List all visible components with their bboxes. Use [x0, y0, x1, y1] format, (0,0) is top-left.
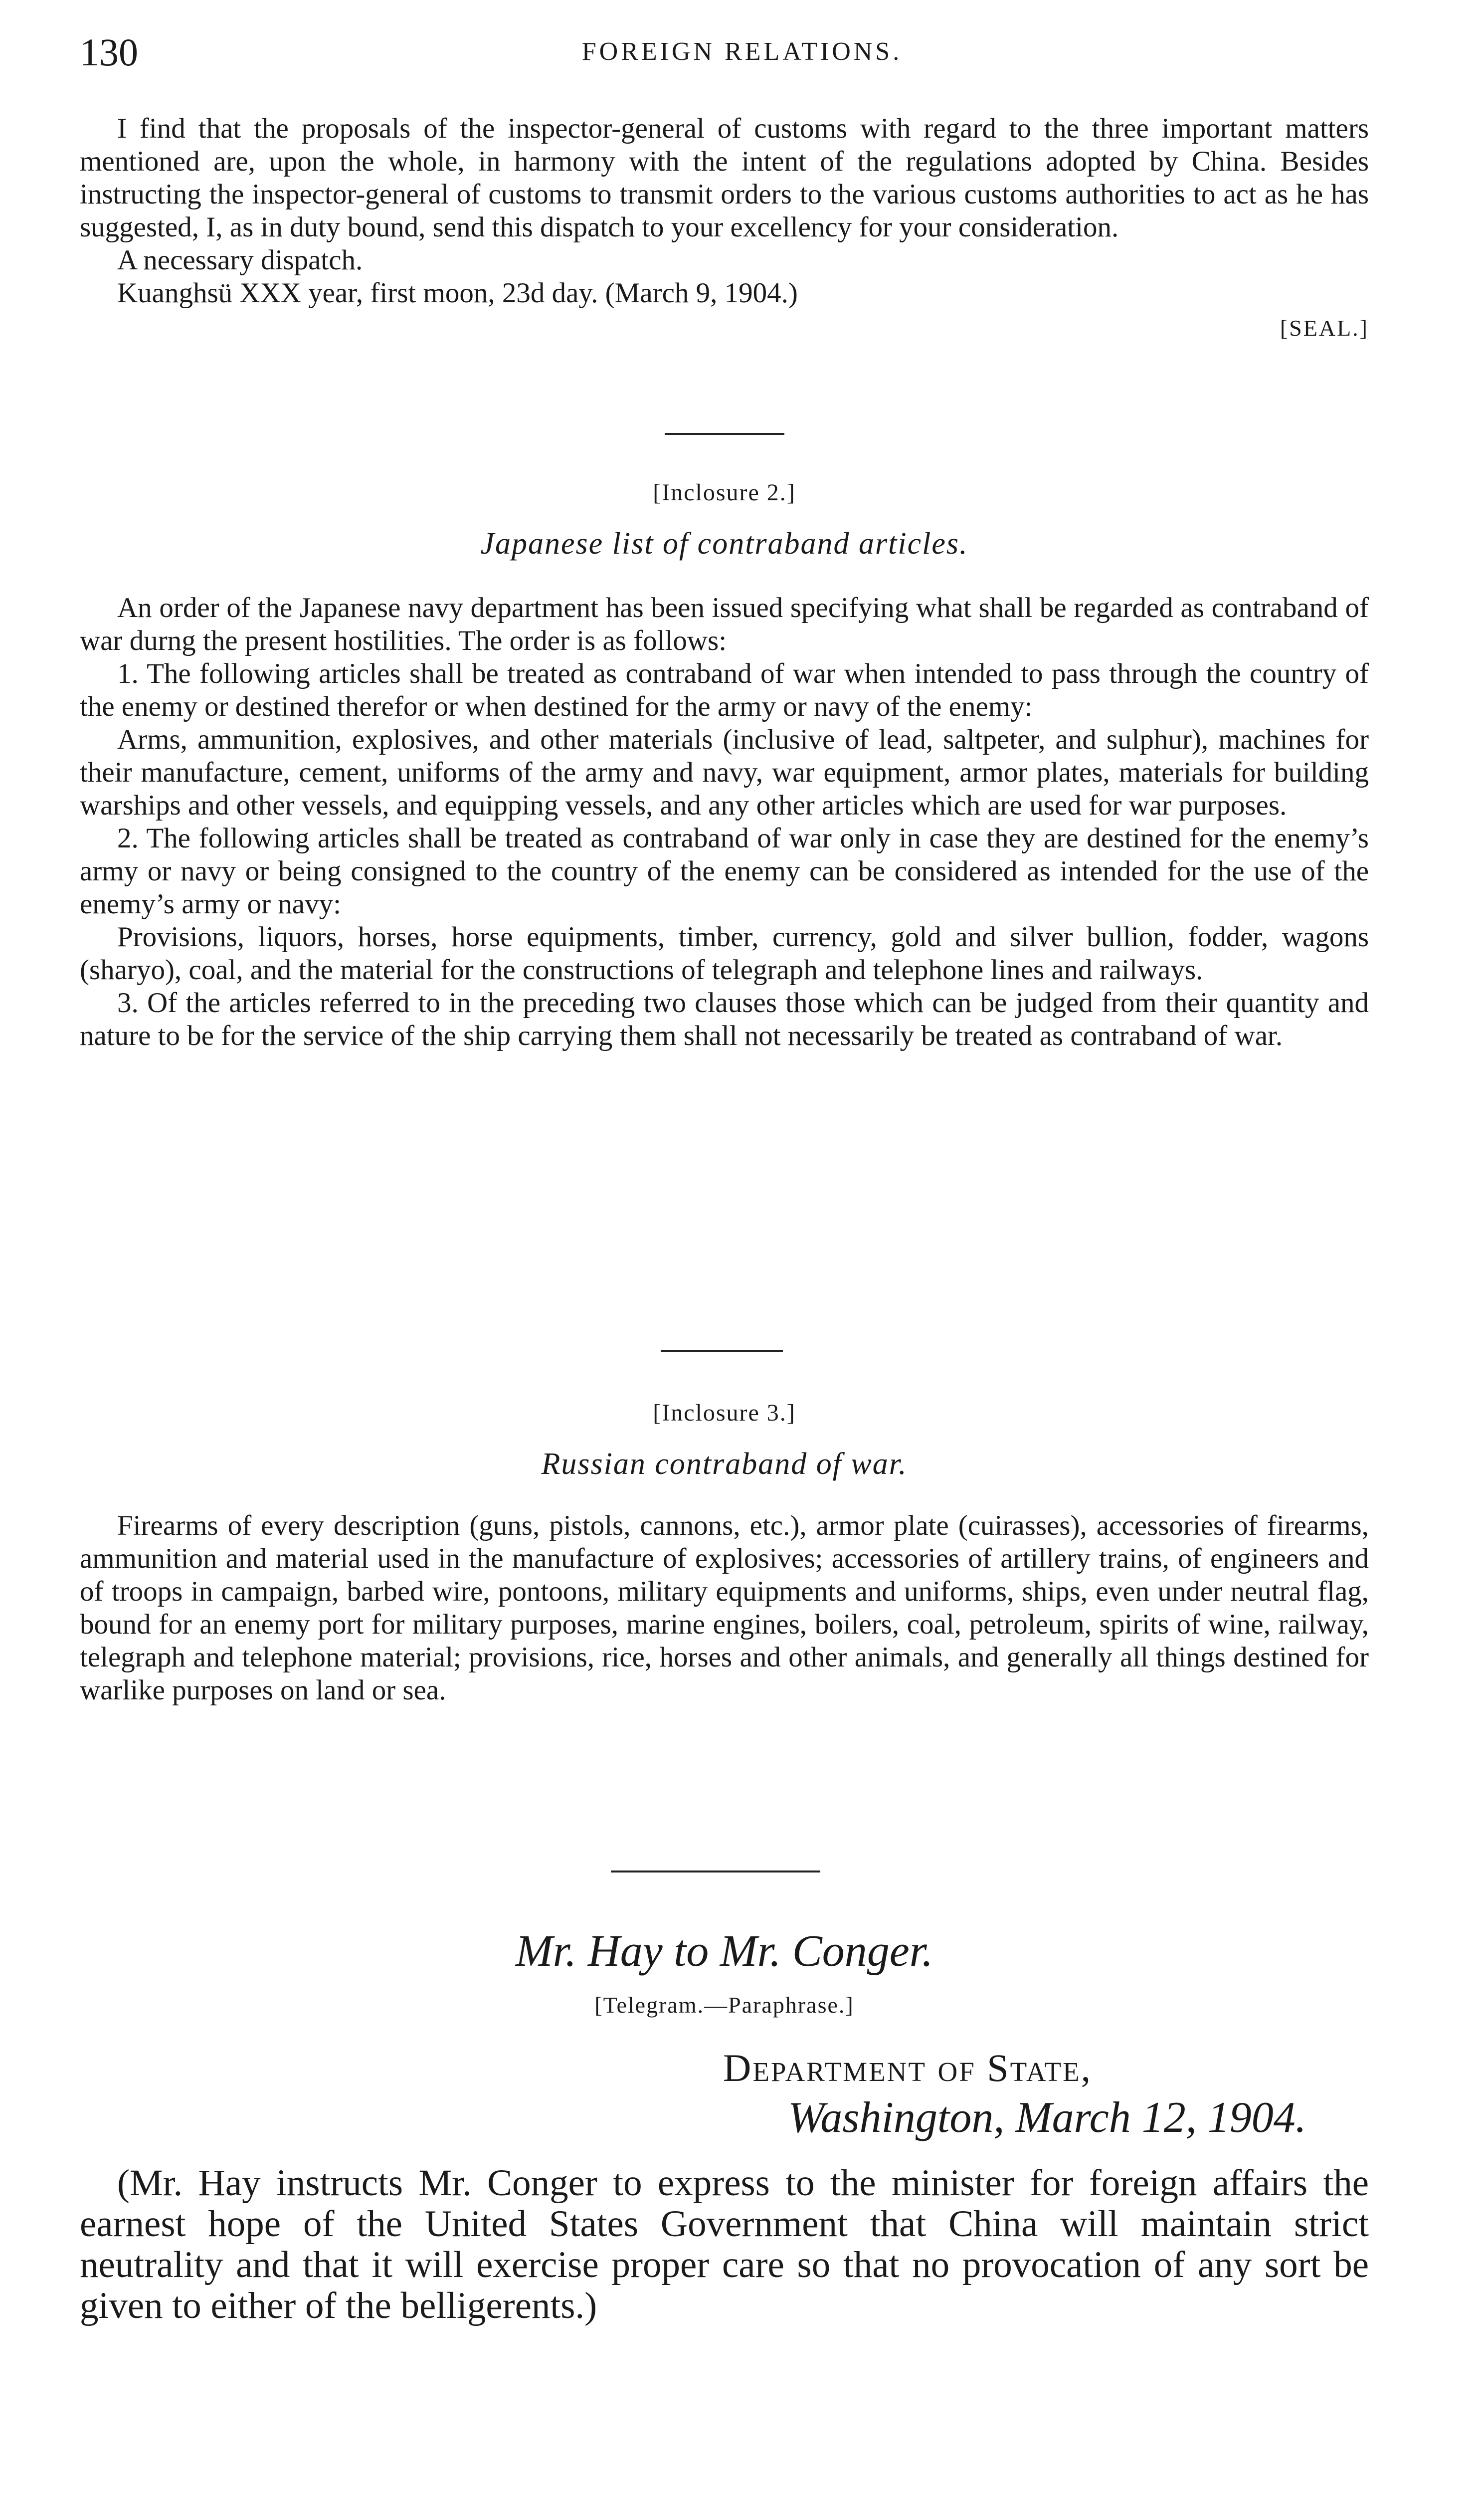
section-divider [611, 1870, 820, 1872]
inclosure-2-item-1: 1. The following articles shall be treated as contraband of war when intended to pass through the country of the enemy or destined therefor or when destined for the army or navy of the enemy: [80, 658, 1369, 722]
seal-mark: [SEAL.] [1280, 315, 1369, 341]
inclosure-2-item-2-list: Provisions, liquors, horses, horse equipments, timber, currency, gold and silver bullion, fodder, wagons (sharyo), coal, and the material for the constructions of telegraph and telephone lines and railways. [80, 921, 1369, 986]
telegram-paragraph: (Mr. Hay instructs Mr. Conger to express to the minister for foreign affairs the earnest hope of the United States Government that China will maintain strict neutrality and that it will exercise proper care so that no provocation of any sort be given to either of the belligerents.) [80, 2162, 1369, 2326]
inclosure-2-item-2: 2. The following articles shall be treated as contraband of war only in case they are destined for the enemy’s army or navy or being consigned to the country of the enemy can be considered as intended for the use of the enemy’s army or navy: [80, 823, 1369, 920]
inclosure-2-item-1-list: Arms, ammunition, explosives, and other materials (inclusive of lead, saltpeter, and sulphur), machines for their manufacture, cement, uniforms of the army and navy, war equipment, armor plates, materials for building warships and other vessels, and equipping vessels, and any other articles which are used for war purposes. [80, 724, 1369, 821]
inclosure-3-paragraph: Firearms of every description (guns, pistols, cannons, etc.), armor plate (cuirasses), accessories of firearms, ammunition and material used in the manufacture of explosives; accessories of artillery trains, of engineers and of troops in campaign, barbed wire, pontoons, military equipments and uniforms, ships, even under neutral flag, bound for an enemy port for military purposes, marine engines, boilers, coal, petroleum, spirits of wine, railway, telegraph and telephone material; provisions, rice, horses and other animals, and generally all things destined for warlike purposes on land or sea. [80, 1510, 1369, 1706]
inclosure-2-title: Japanese list of contraband articles. [480, 527, 968, 561]
inclosure-2-item-3: 3. Of the articles referred to in the preceding two clauses those which can be judged from their quantity and nature to be for the service of the ship carrying them shall not necessarily be treated as contraband of war. [80, 987, 1369, 1051]
inclosure-3-section [80, 1399, 1369, 1707]
page-number: 130 [80, 30, 138, 74]
section-divider [665, 433, 784, 435]
inclosure-2-label: [Inclosure 2.] [653, 479, 796, 506]
telegram-subtitle: [Telegram.—Paraphrase.] [594, 1992, 854, 2018]
inclosure-2-intro: An order of the Japanese navy department has been issued specifying what shall be regarded as contraband of war durng the present hostilities. The order is as follows: [80, 592, 1369, 656]
intro-date: Kuanghsü XXX year, first moon, 23d day. (March 9, 1904.) [117, 277, 798, 309]
intro-section [80, 112, 1369, 341]
telegram-title: Mr. Hay to Mr. Conger. [515, 1926, 933, 1976]
intro-closing: A necessary dispatch. [117, 244, 363, 276]
telegram-dateline: Washington, March 12, 1904. [788, 2093, 1306, 2142]
telegram-department: Department of State, [723, 2046, 1093, 2089]
section-divider [661, 1350, 783, 1352]
running-title: FOREIGN RELATIONS. [581, 37, 903, 66]
telegram-section [80, 1925, 1369, 2326]
inclosure-3-label: [Inclosure 3.] [653, 1400, 796, 1426]
running-head [80, 30, 1404, 80]
intro-paragraph: I find that the proposals of the inspector-general of customs with regard to the three important matters mentioned are, upon the whole, in harmony with the intent of the regulations adopted by China. Besides instructing the inspector-general of customs to transmit orders to the various customs authorities to act as he has suggested, I, as in duty bound, send this dispatch to your excellency for your consideration. [80, 113, 1369, 243]
inclosure-3-title: Russian contraband of war. [541, 1447, 908, 1481]
inclosure-2-section [80, 479, 1369, 1052]
